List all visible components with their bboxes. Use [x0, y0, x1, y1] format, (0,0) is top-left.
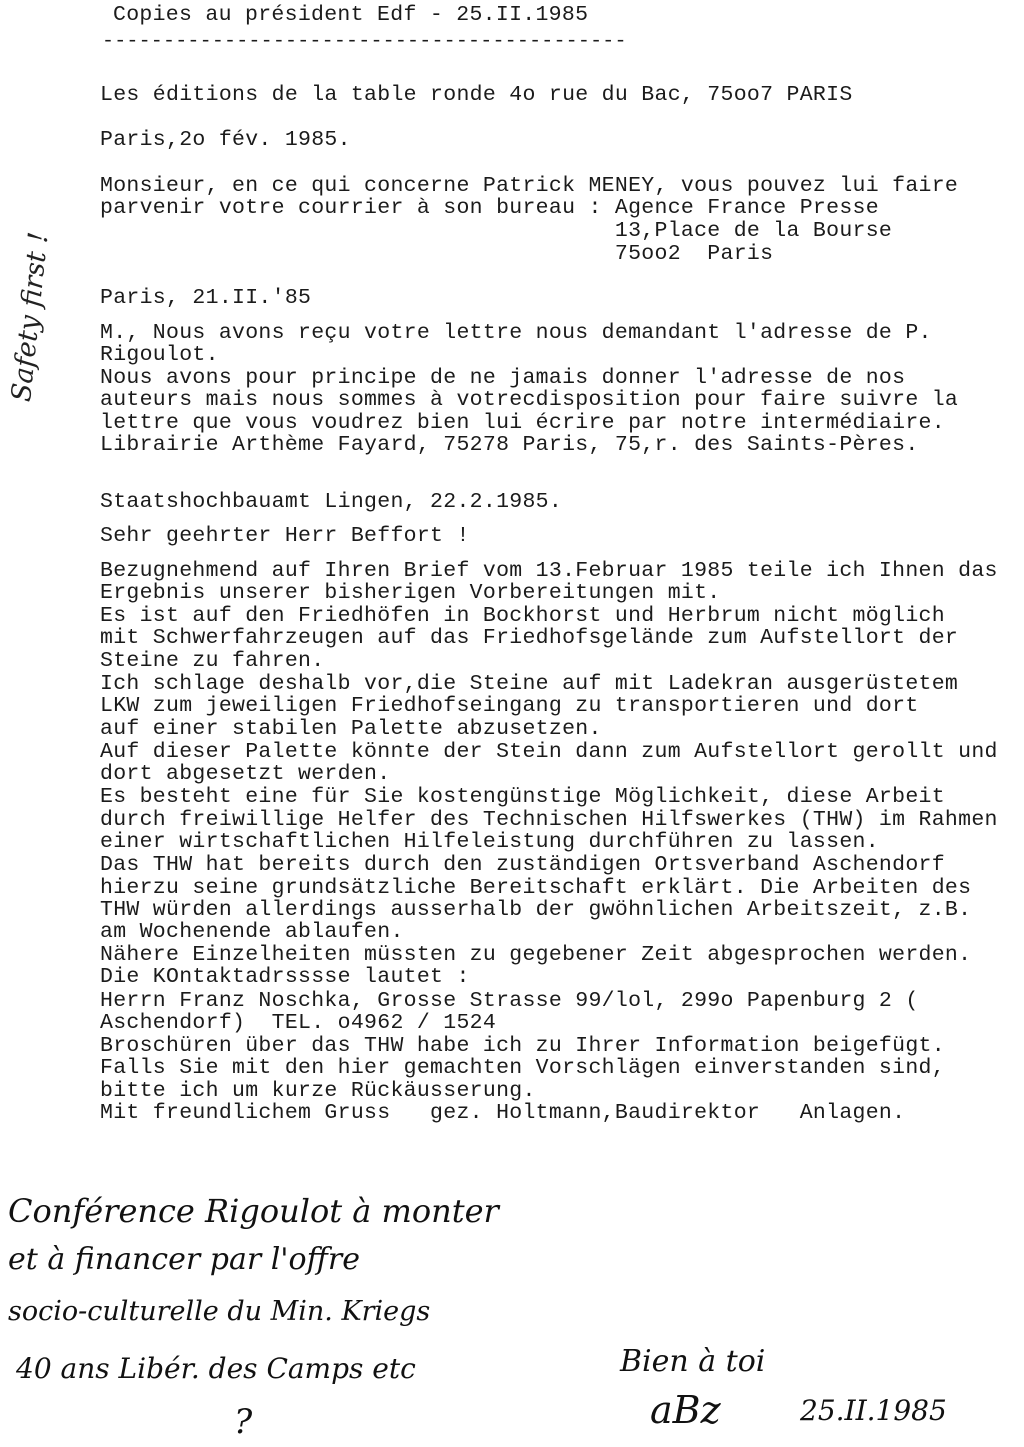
- copies-header: Copies au président Edf - 25.II.1985: [113, 3, 589, 27]
- letter2-date: Paris, 21.II.'85: [100, 286, 312, 310]
- handwritten-side-note: Safety first !: [6, 230, 55, 404]
- letter3-line: am Wochenende ablaufen.: [100, 920, 404, 944]
- letter3-line: Bezugnehmend auf Ihren Brief vom 13.Februar 1985 teile ich Ihnen das: [100, 559, 998, 583]
- letter1-line: 13,Place de la Bourse: [100, 219, 893, 243]
- handwritten-note-line: Conférence Rigoulot à monter: [8, 1192, 499, 1230]
- letter3-line: Das THW hat bereits durch den zuständigen Ortsverband Aschendorf: [100, 853, 945, 877]
- letter3-line: LKW zum jeweiligen Friedhofseingang zu transportieren und dort: [100, 694, 919, 718]
- letter3-line: Broschüren über das THW habe ich zu Ihrer Information beigefügt.: [100, 1034, 945, 1058]
- letter3-line: bitte ich um kurze Rückäusserung.: [100, 1079, 536, 1103]
- letter3-salutation: Sehr geehrter Herr Beffort !: [100, 524, 470, 548]
- letter3-line: hierzu seine grundsätzliche Bereitschaft erklärt. Die Arbeiten des: [100, 876, 972, 900]
- letter3-line: Falls Sie mit den hier gemachten Vorschlägen einverstanden sind,: [100, 1056, 945, 1080]
- letter2-line: auteurs mais nous sommes à votrecdisposition pour faire suivre la: [100, 388, 959, 412]
- letter2-line: Rigoulot.: [100, 343, 219, 367]
- letter3-line: Nähere Einzelheiten müssten zu gegebener Zeit abgesprochen werden.: [100, 943, 972, 967]
- letter1-date: Paris,2o fév. 1985.: [100, 128, 351, 152]
- letter3-line: Ich schlage deshalb vor,die Steine auf mit Ladekran ausgerüstetem: [100, 672, 959, 696]
- handwritten-note-line: socio-culturelle du Min. Kriegs: [8, 1296, 431, 1327]
- handwritten-signature: aBz: [650, 1388, 721, 1432]
- letter2-line: Nous avons pour principe de ne jamais donner l'adresse de nos: [100, 366, 906, 390]
- letter3-phone-line: Aschendorf) TEL. o4962 / 1524: [100, 1011, 497, 1035]
- letter3-line: Es besteht eine für Sie kostengünstige Möglichkeit, diese Arbeit: [100, 785, 945, 809]
- handwritten-question-mark: ?: [234, 1402, 253, 1442]
- handwritten-note-line: 40 ans Libér. des Camps etc: [16, 1352, 416, 1385]
- letter3-line: Es ist auf den Friedhöfen in Bockhorst und Herbrum nicht möglich: [100, 604, 945, 628]
- letter2-line: lettre que vous voudrez bien lui écrire par notre intermédiaire.: [100, 411, 945, 435]
- handwritten-greeting: Bien à toi: [620, 1344, 766, 1379]
- letter3-line: Ergebnis unserer bisherigen Vorbereitungen mit.: [100, 581, 721, 605]
- letter1-line: 75oo2 Paris: [100, 242, 774, 266]
- header-rule: -------------------------------------------: [102, 30, 627, 53]
- letter2-line: M., Nous avons reçu votre lettre nous demandant l'adresse de P.: [100, 321, 932, 345]
- letter3-line: THW würden allerdings ausserhalb der gwöhnlichen Arbeitszeit, z.B.: [100, 898, 972, 922]
- letter3-line: durch freiwillige Helfer des Technischen Hilfswerkes (THW) im Rahmen: [100, 808, 998, 832]
- letter2-line: Librairie Arthème Fayard, 75278 Paris, 75,r. des Saints-Pères.: [100, 433, 919, 457]
- letter3-closing: Mit freundlichem Gruss gez. Holtmann,Baudirektor Anlagen.: [100, 1101, 906, 1125]
- letter3-line: mit Schwerfahrzeugen auf das Friedhofsgelände zum Aufstellort der: [100, 626, 959, 650]
- letter3-line: dort abgesetzt werden.: [100, 762, 391, 786]
- letter1-line: Monsieur, en ce qui concerne Patrick MENEY, vous pouvez lui faire: [100, 174, 959, 198]
- letter3-line: Die KOntaktadrsssse lautet :: [100, 965, 470, 989]
- letter3-line: auf einer stabilen Palette abzusetzen.: [100, 717, 602, 741]
- letter3-line: Herrn Franz Noschka, Grosse Strasse 99/lol, 299o Papenburg 2 (: [100, 989, 919, 1013]
- handwritten-signature-date: 25.II.1985: [800, 1394, 947, 1427]
- letter3-line: Steine zu fahren.: [100, 649, 325, 673]
- publisher-line: Les éditions de la table ronde 4o rue du Bac, 75oo7 PARIS: [100, 83, 853, 107]
- letter3-line: einer wirtschaftlichen Hilfeleistung durchführen zu lassen.: [100, 830, 879, 854]
- letter3-line: Auf dieser Palette könnte der Stein dann zum Aufstellort gerollt und: [100, 740, 998, 764]
- handwritten-note-line: et à financer par l'offre: [8, 1242, 360, 1277]
- letter3-date: Staatshochbauamt Lingen, 22.2.1985.: [100, 490, 563, 514]
- letter1-line: parvenir votre courrier à son bureau : Agence France Presse: [100, 196, 879, 220]
